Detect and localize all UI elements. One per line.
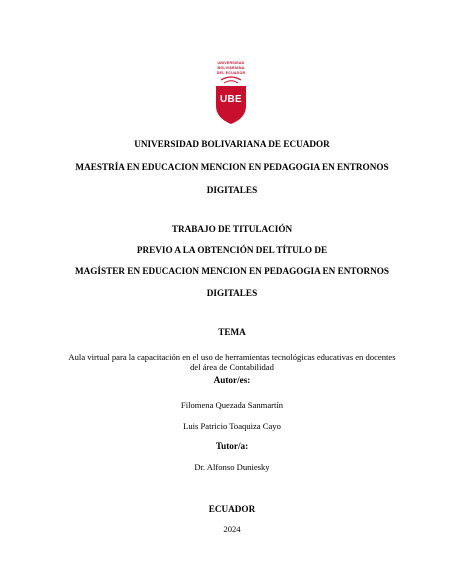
logo-text-line-1: UNIVERSIDAD: [217, 61, 245, 65]
program-title-line-1: MAESTRÍA EN EDUCACION MENCION EN PEDAGOGIA EN ENTRONOS: [75, 162, 389, 172]
logo-text-line-2: BOLIVARIANA: [217, 66, 245, 70]
topic-heading: TEMA: [218, 327, 246, 337]
tutor-name: Dr. Alfonso Duniesky: [194, 462, 270, 472]
logo-mark: UBE: [219, 94, 242, 105]
degree-title-line-2: DIGITALES: [206, 288, 258, 298]
work-type: TRABAJO DE TITULACIÓN: [171, 224, 293, 234]
university-logo: [205, 58, 257, 130]
work-purpose: PREVIO A LA OBTENCIÓN DEL TÍTULO DE: [136, 245, 328, 255]
degree-title-line-1: MAGÍSTER EN EDUCACION MENCION EN PEDAGOGIA EN ENTORNOS: [74, 266, 390, 276]
author-name: Filomena Quezada Sanmartín: [180, 400, 284, 410]
program-title-line-2: DIGITALES: [206, 185, 258, 195]
logo-text-line-3: DEL ECUADOR: [216, 71, 246, 75]
country: ECUADOR: [208, 504, 256, 514]
authors-heading: Autor/es:: [213, 375, 251, 385]
topic-text-line-1: Aula virtual para la capacitación en el uso de herramientas tecnológicas educativas en docentes: [68, 352, 396, 362]
topic-text-line-2: del área de Contabilidad: [190, 362, 274, 372]
year: 2024: [223, 524, 241, 534]
author-name: Luis Patricio Toaquiza Cayo: [183, 421, 281, 431]
tutor-heading: Tutor/a:: [215, 441, 249, 451]
university-name: UNIVERSIDAD BOLIVARIANA DE ECUADOR: [134, 139, 330, 149]
